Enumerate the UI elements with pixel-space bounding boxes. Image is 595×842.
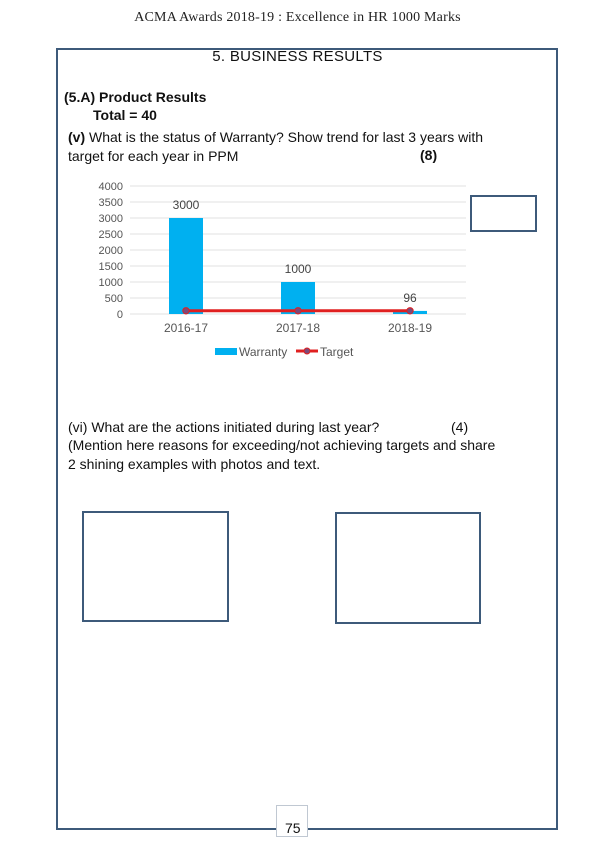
x-tick-label-2016-17: 2016-17 bbox=[163, 321, 209, 335]
y-tick-label-0: 0 bbox=[116, 309, 123, 321]
photo-placeholder-left bbox=[82, 511, 229, 622]
page-header: ACMA Awards 2018-19 : Excellence in HR 1000 Marks bbox=[134, 10, 461, 25]
x-tick-label-2017-18: 2017-18 bbox=[275, 321, 321, 335]
data-label-2017-18: 1000 bbox=[284, 262, 312, 276]
subsection-title: (5.A) Product Results bbox=[64, 89, 207, 105]
warranty-bar-2016-17 bbox=[169, 218, 203, 314]
question-v-text: What is the status of Warranty? Show trend for last 3 years with bbox=[85, 129, 483, 145]
data-label-2016-17: 3000 bbox=[172, 198, 200, 212]
y-tick-label-1000: 1000 bbox=[98, 277, 123, 289]
warranty-chart bbox=[0, 0, 595, 380]
section-title: 5. BUSINESS RESULTS bbox=[212, 48, 383, 65]
question-vi-line2: (Mention here reasons for exceeding/not achieving targets and share bbox=[68, 437, 496, 453]
legend-swatch-warranty bbox=[215, 348, 237, 355]
question-vi-line1: (vi) What are the actions initiated during last year? bbox=[68, 419, 380, 435]
question-vi-marks: (4) bbox=[451, 419, 469, 435]
photo-placeholder-right bbox=[335, 512, 481, 624]
x-tick-label-2018-19: 2018-19 bbox=[387, 321, 433, 335]
y-tick-label-3000: 3000 bbox=[98, 213, 123, 225]
subsection-total: Total = 40 bbox=[93, 107, 157, 123]
question-v-prefix: (v) bbox=[68, 129, 86, 145]
target-point-2016-17 bbox=[183, 308, 189, 314]
legend-label-target: Target bbox=[320, 345, 354, 359]
y-tick-label-1500: 1500 bbox=[98, 261, 123, 273]
score-box bbox=[470, 195, 537, 232]
data-label-2018-19: 96 bbox=[403, 290, 417, 305]
target-point-2018-19 bbox=[407, 308, 413, 314]
y-tick-label-2500: 2500 bbox=[98, 229, 123, 241]
y-tick-label-2000: 2000 bbox=[98, 245, 123, 257]
page-number: 75 bbox=[285, 820, 301, 836]
target-point-2017-18 bbox=[295, 308, 301, 314]
question-vi-line3: 2 shining examples with photos and text. bbox=[68, 456, 321, 472]
question-v-line2: target for each year in PPM bbox=[68, 148, 239, 164]
y-tick-label-500: 500 bbox=[104, 293, 123, 305]
y-tick-label-3500: 3500 bbox=[98, 197, 123, 209]
y-tick-label-4000: 4000 bbox=[98, 181, 123, 193]
question-v-marks: (8) bbox=[420, 147, 438, 163]
legend-marker-target bbox=[304, 348, 310, 354]
legend-label-warranty: Warranty bbox=[239, 345, 288, 359]
